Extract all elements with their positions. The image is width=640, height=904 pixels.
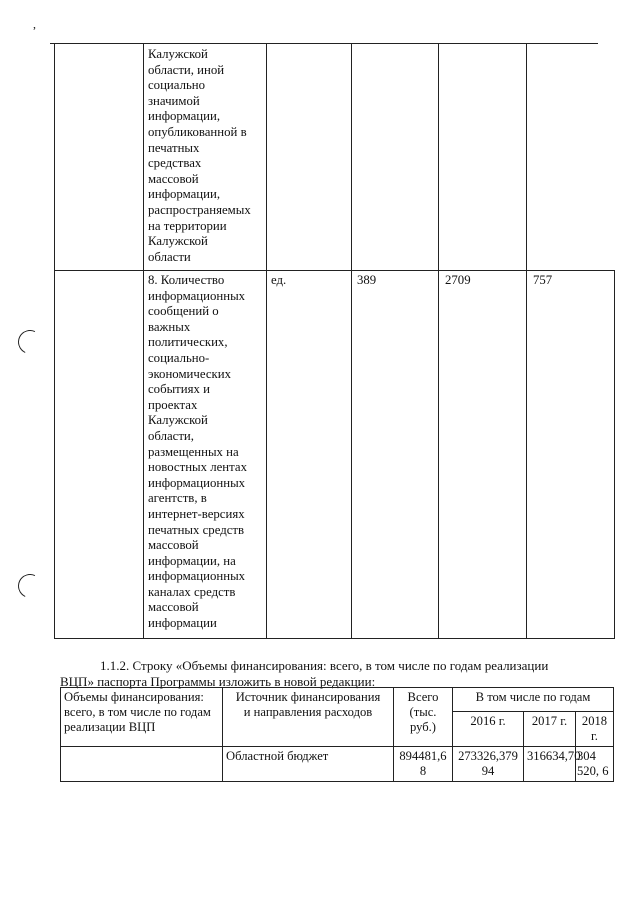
cell-line: значимой: [148, 93, 200, 108]
value-cell-3: 757: [533, 273, 553, 287]
table-row: [61, 747, 614, 782]
budget-2017-cell: 316634,70: [524, 747, 576, 782]
cell-line: сообщений о: [148, 304, 219, 319]
cell-line: области,: [148, 428, 194, 443]
stray-mark: ,: [33, 17, 36, 31]
indicator-cell-continued: [148, 47, 262, 265]
amendment-paragraph: [60, 658, 613, 690]
cell-line: информации, на: [148, 553, 236, 568]
cell-line: Калужской: [148, 234, 208, 249]
cell-line: размещенных на: [148, 444, 239, 459]
cell-line: Калужской: [148, 47, 208, 61]
empty-cell: [61, 747, 223, 782]
financing-table: [60, 687, 614, 782]
table-col-border: [614, 270, 615, 639]
table-col-border: [351, 43, 352, 639]
paragraph-line-2: ВЦП» паспорта Программы изложить в новой редакции:: [60, 674, 376, 689]
cell-line: социально-: [148, 350, 210, 365]
cell-line: каналах средств: [148, 584, 236, 599]
cell-line: социально: [148, 78, 206, 93]
cell-line: 8. Количество: [148, 273, 225, 287]
cell-line: распространяемых: [148, 202, 251, 217]
cell-line: опубликованной в: [148, 124, 247, 139]
cell-line: политических,: [148, 335, 228, 350]
indicator-cell-8: [148, 273, 262, 632]
cell-line: событиях и: [148, 382, 210, 397]
cell-line: на территории: [148, 218, 227, 233]
budget-2016-cell: 273326,37994: [453, 747, 524, 782]
table-row: [61, 688, 614, 712]
cell-line: области: [148, 249, 191, 264]
budget-source-cell: Областной бюджет: [223, 747, 394, 782]
cell-line: информации,: [148, 109, 221, 124]
table-col-border: [54, 43, 55, 639]
punch-hole-mark: [15, 571, 46, 602]
cell-line: агентств, в: [148, 491, 207, 506]
years-group-header: В том числе по годам: [453, 688, 614, 712]
cell-line: важных: [148, 319, 191, 334]
cell-line: интернет-версиях: [148, 506, 245, 521]
value-cell-2: 2709: [445, 273, 471, 287]
cell-line: массовой: [148, 171, 199, 186]
cell-line: новостных лентах: [148, 460, 247, 475]
cell-line: информационных: [148, 569, 246, 584]
table-col-border: [266, 43, 267, 639]
value-cell-1: 389: [357, 273, 377, 287]
table-col-border: [526, 43, 527, 639]
paragraph-line-1: 1.1.2. Строку «Объемы финансирования: всего, в том числе по годам реализации: [100, 658, 549, 673]
budget-total-cell: 894481,68: [394, 747, 453, 782]
cell-line: информации: [148, 616, 217, 631]
cell-line: массовой: [148, 538, 199, 553]
cell-line: информации,: [148, 187, 221, 202]
cell-line: проектах: [148, 397, 198, 412]
table-top-border: [50, 43, 598, 44]
table-col-border: [143, 43, 144, 639]
cell-line: печатных: [148, 140, 200, 155]
year-2018-header: 2018 г.: [576, 712, 614, 747]
cell-line: печатных средств: [148, 522, 245, 537]
year-2016-header: 2016 г.: [453, 712, 524, 747]
cell-line: экономических: [148, 366, 231, 381]
cell-line: информационных: [148, 475, 246, 490]
financing-volume-header: Объемы финансирования: всего, в том числе по годам реализации ВЦП: [61, 688, 223, 747]
table-row-border: [54, 638, 614, 639]
year-2017-header: 2017 г.: [524, 712, 576, 747]
cell-line: информационных: [148, 288, 246, 303]
unit-cell: ед.: [271, 273, 287, 287]
total-header: Всего (тыс. руб.): [394, 688, 453, 747]
table-col-border: [438, 43, 439, 639]
cell-line: области, иной: [148, 62, 225, 77]
table-row-border: [54, 270, 614, 271]
cell-line: средствах: [148, 156, 202, 171]
cell-line: Калужской: [148, 413, 208, 428]
source-header: Источник финансирования и направления расходов: [223, 688, 394, 747]
cell-line: массовой: [148, 600, 199, 615]
punch-hole-mark: [15, 327, 46, 358]
budget-2018-cell: 304 520, 6: [576, 747, 614, 782]
